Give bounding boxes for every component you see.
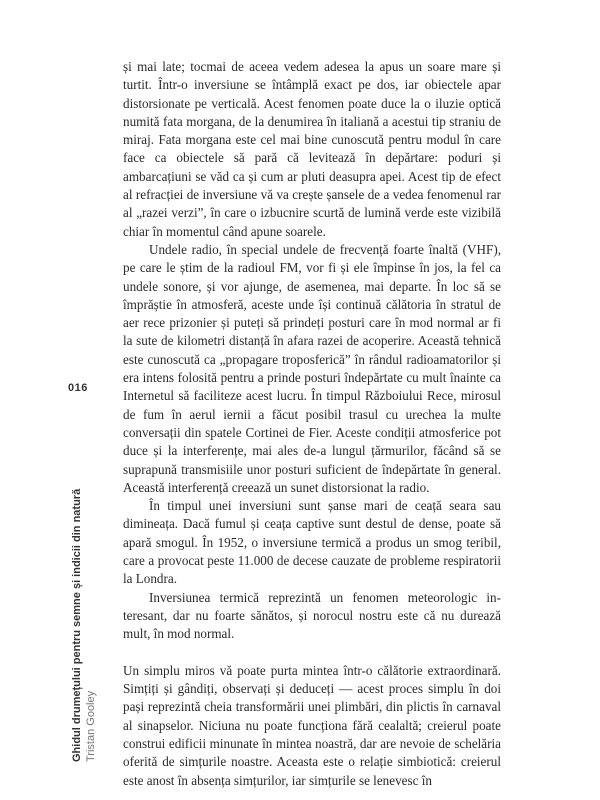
paragraph-inversion-conclusion: Inversiunea termică reprezintă un fenomen meteorologic interesant, dar nu foarte sănătos, și norocul nostru este că nu durează mult, în mod normal.: [123, 589, 501, 642]
running-head-author: Tristan Gooley: [85, 690, 97, 762]
running-head: [70, 489, 98, 762]
paragraph-continuation: și mai late; tocmai de aceea vedem adesea la apus un soare mare și turtit. Într-o inversiune se întâmplă exact pe dos, iar obiectele apar distorsionate pe verticală. Acest fenomen poate duce la o iluzie optică numită fata morgana, de la denumirea în italiană a acestui tip straniu de miraj. Fata morgana este cel mai bine cunoscută pentru modul în care face ca obiectele să pară că levitează în depărtare: poduri și ambarcațiuni se văd ca și cum ar pluti deasupra apei. Acest tip de efect al refracției de inversiune vă va crește șansele de a vedea fenomenul rar al „razei verzi”, în care o izbucnire scurtă de lumină verde este vizibilă chiar în momentul când apune soarele.: [123, 59, 501, 239]
paragraph-radio-waves: Undele radio, în special undele de frecvență foarte înaltă (VHF), pe care le știm de la radioul FM, vor fi și ele împinse în jos, la fel ca undele sonore, și vor ajunge, de asemenea, mai departe. În loc să se împrăștie în atmosferă, aceste unde își continuă călătoria în stratul de aer rece prizonier și puteți să prindeți posturi care în mod normal ar fi la sute de kilometri distanță în afara razei de acoperire. Această tehnică este cunoscută ca „propagare troposferică” în rândul radioamatorilor și era intens folosită pentru a prinde posturi îndepărtate cu mult înainte ca Internetul să faciliteze acest lucru. În timpul Războiului Rece, mirosul de fum în aerul iernii a făcut posibil trasul cu urechea la multe conversații din spatele Cortinei de Fier. Aceste condiții atmosferice pot duce și la interferențe, mai ales de-a lungul țărmurilor, făcând să se suprapună transmisiile unor posturi suficient de îndepărtate în general. Această interferență creează un sunet distorsionat la radio.: [123, 241, 501, 495]
running-head-book-title: Ghidul drumețului pentru semne și indicii din natură: [71, 488, 83, 762]
paragraph-fog-smog: În timpul unei inversiuni sunt șanse mari de ceață seara sau dimineața. Dacă fumul și ceața captive sunt destul de dense, poate să apară smogul. În 1952, o inversiune termică a produs un smog teribil, care a provocat peste 11.000 de decese cauzate de probleme respiratorii la Londra.: [123, 498, 501, 587]
page-number: 016: [68, 382, 88, 394]
paragraph-section-start: Un simplu miros vă poate purta mintea într-o călătorie extraordinară. Simțiți și gândiți, observați și deduceți — acest proces simplu în doi pași reprezintă cheia transformării unei plimbări, din plictis în carnaval al sinapselor. Niciuna nu poate funcționa fără cealaltă; creierul poate construi edificii minunate în mintea noastră, dar are nevoie de schelăria oferită de simțurile noastre. Aceasta este o relație simbiotică: creierul este anost în absența simțurilor, iar simțurile se lenevesc în: [123, 662, 501, 788]
body-text: [123, 58, 501, 790]
